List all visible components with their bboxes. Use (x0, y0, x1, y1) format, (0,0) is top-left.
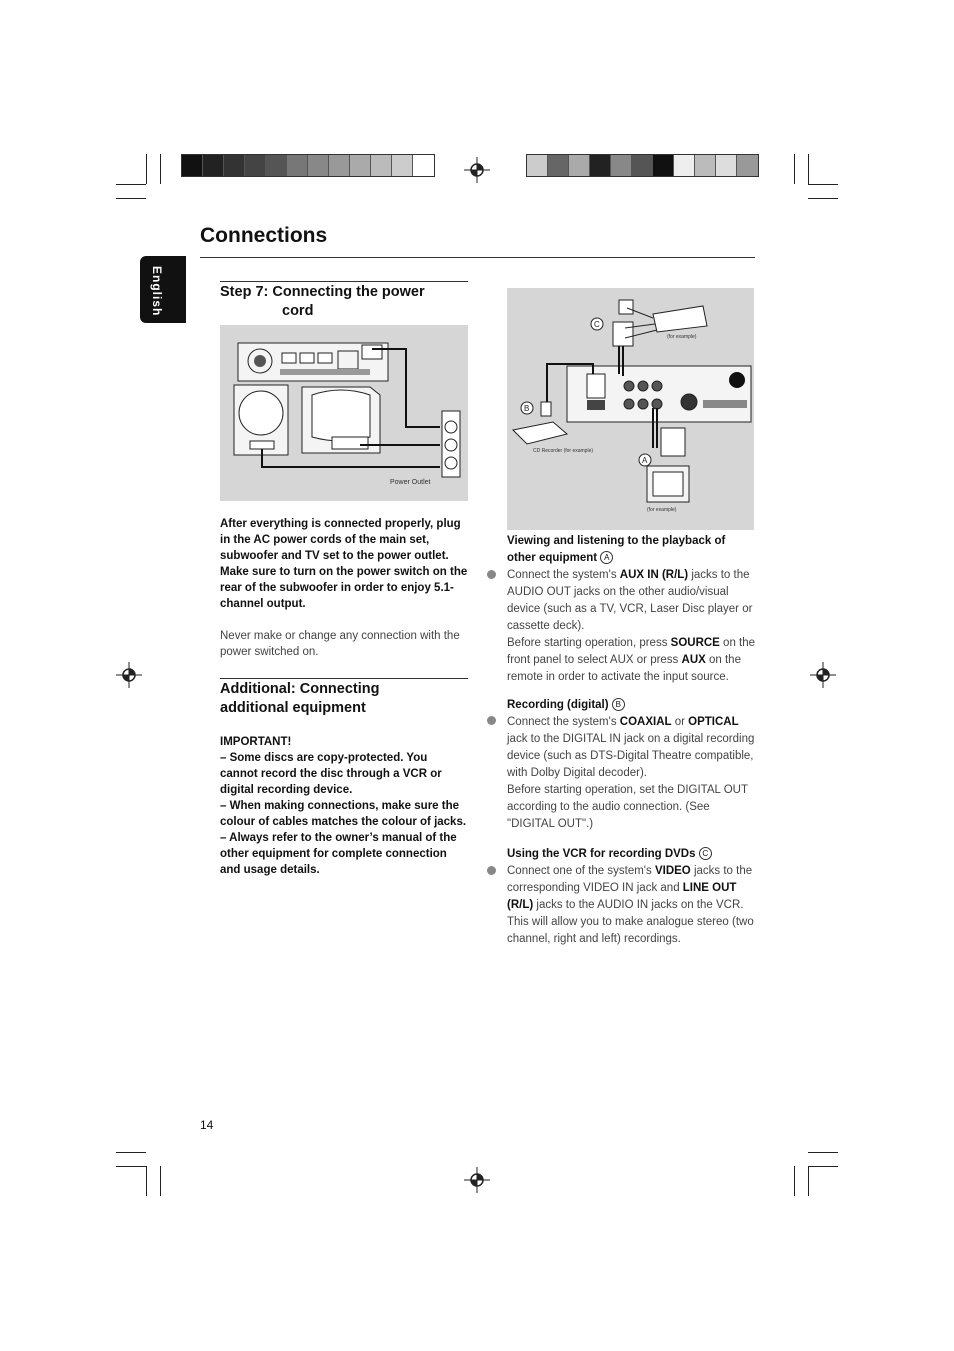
vcr-instruction: Connect one of the system's VIDEO jacks to the corresponding VIDEO IN jack and LINE OUT (R/L) jacks to the AUDIO IN jacks on the VCR. This will allow you to make analogue stereo (two channel, right and left) recordings. (507, 865, 754, 945)
important-notice (220, 734, 468, 878)
recording-heading: Recording (digital) B (507, 697, 757, 714)
important-item: – Always refer to the owner’s manual of the other equipment for complete connection and usage details. (220, 832, 457, 876)
language-tab-label: English (150, 266, 164, 317)
color-swatch (245, 155, 266, 176)
bullet-icon (487, 866, 496, 875)
crop-mark (116, 1166, 146, 1167)
color-swatch (548, 155, 569, 176)
crop-mark (160, 154, 161, 184)
color-swatch (674, 155, 695, 176)
recording-operation-note: Before starting operation, set the DIGITAL OUT according to the audio connection. (See "DIGITAL OUT".) (507, 784, 748, 830)
bullet-icon (487, 716, 496, 725)
important-item: – Some discs are copy-protected. You cannot record the disc through a VCR or digital recording device. (220, 752, 442, 796)
svg-text:C: C (594, 320, 600, 329)
color-swatch (632, 155, 653, 176)
registration-mark-icon (810, 662, 836, 688)
crop-mark (116, 198, 146, 199)
crop-mark (116, 1152, 146, 1153)
color-swatch (266, 155, 287, 176)
svg-text:(for example): (for example) (647, 507, 677, 513)
color-swatch (590, 155, 611, 176)
marker-a: A (600, 551, 613, 564)
important-title: IMPORTANT! (220, 736, 292, 748)
page-number: 14 (200, 1118, 214, 1132)
registration-mark-icon (464, 157, 490, 183)
color-swatch (308, 155, 329, 176)
crop-mark (794, 1166, 795, 1196)
additional-equipment-figure (507, 288, 754, 530)
title-divider (200, 257, 755, 258)
marker-c: C (699, 847, 712, 860)
svg-text:(for example): (for example) (667, 334, 697, 340)
color-swatch (203, 155, 224, 176)
color-swatch (287, 155, 308, 176)
recording-section (507, 697, 757, 833)
vcr-section (507, 846, 757, 948)
color-swatch (329, 155, 350, 176)
power-outlet-label: Power Outlet (390, 479, 431, 486)
color-swatch (737, 155, 758, 176)
crop-mark (808, 184, 838, 185)
recording-instruction: Connect the system's COAXIAL or OPTICAL jack to the DIGITAL IN jack on a digital recording device (such as DTS-Digital Theatre compatible, with Dolby Digital decoder). (507, 716, 755, 779)
color-swatch (527, 155, 548, 176)
marker-b: B (612, 698, 625, 711)
crop-mark (808, 1166, 838, 1167)
crop-mark (794, 154, 795, 184)
crop-mark (116, 184, 146, 185)
bullet-icon (487, 570, 496, 579)
crop-mark (808, 198, 838, 199)
color-swatch (182, 155, 203, 176)
color-swatch (392, 155, 413, 176)
svg-text:B: B (524, 404, 530, 413)
crop-mark (808, 154, 809, 184)
power-instructions: After everything is connected properly, plug in the AC power cords of the main set, subwoofer and TV set to the power outlet. Make sure to turn on the power switch on the rear of the subwoofer in order to enjoy 5.1-channel output. (220, 518, 468, 610)
color-swatch (611, 155, 632, 176)
important-item: – When making connections, make sure the colour of cables matches the colour of jacks. (220, 800, 467, 828)
section-divider (220, 678, 468, 679)
page-title: Connections (200, 224, 328, 247)
color-calibration-bar (181, 154, 435, 177)
color-swatch (569, 155, 590, 176)
registration-mark-icon (116, 662, 142, 688)
section-heading-additional: Additional: Connecting additional equipment (220, 681, 380, 716)
crop-mark (160, 1166, 161, 1196)
viewing-heading: Viewing and listening to the playback of other equipment A (507, 535, 726, 564)
color-swatch (653, 155, 674, 176)
power-warning-note: Never make or change any connection with the power switched on. (220, 630, 460, 658)
vcr-heading: Using the VCR for recording DVDs C (507, 846, 757, 863)
color-swatch (350, 155, 371, 176)
crop-mark (808, 1152, 838, 1153)
color-swatch (224, 155, 245, 176)
crop-mark (808, 1166, 809, 1196)
svg-text:CD Recorder (for example): CD Recorder (for example) (533, 448, 594, 454)
color-swatch (695, 155, 716, 176)
color-calibration-bar (526, 154, 759, 177)
registration-mark-icon (464, 1167, 490, 1193)
color-swatch (413, 155, 434, 176)
viewing-operation-note: Before starting operation, press SOURCE on the front panel to select AUX or press AUX on the remote in order to activate the input source. (507, 637, 756, 683)
color-swatch (371, 155, 392, 176)
section-heading-power-cord: Step 7: Connecting the power cord (220, 284, 425, 319)
language-tab (140, 256, 186, 323)
power-connection-figure (220, 325, 468, 501)
svg-text:A: A (642, 456, 648, 465)
crop-mark (146, 1166, 147, 1196)
section-divider (220, 281, 468, 282)
crop-mark (146, 154, 147, 184)
viewing-section (507, 533, 757, 686)
color-swatch (716, 155, 737, 176)
viewing-instruction: Connect the system's AUX IN (R/L) jacks to the AUDIO OUT jacks on the other audio/visual device (such as a TV, VCR, Laser Disc player or cassette deck). (507, 569, 753, 632)
